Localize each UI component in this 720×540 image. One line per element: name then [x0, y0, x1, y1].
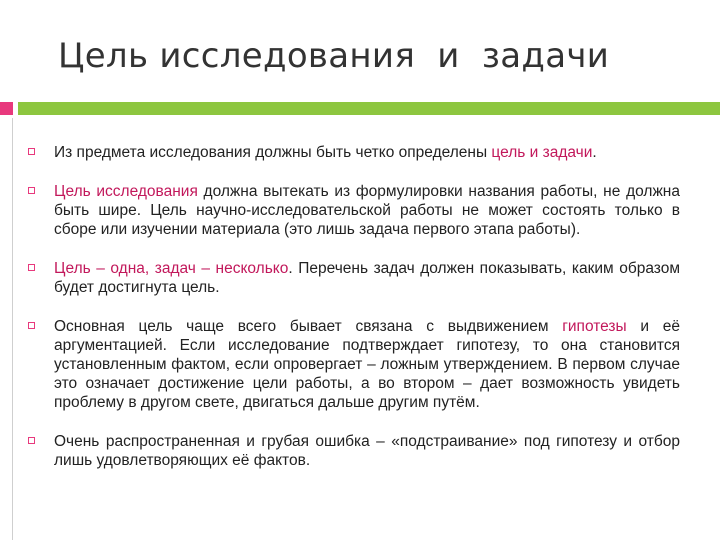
item-text [54, 432, 680, 470]
square-bullet-icon [28, 322, 35, 329]
highlight-term: гипотезы [562, 318, 627, 335]
list-item [28, 432, 680, 470]
highlight-term: Цель – одна, задач – несколько [54, 260, 289, 277]
text-run: Основная цель чаще всего бывает связана с выдвижением [54, 318, 563, 335]
list-item [28, 259, 680, 297]
item-text [54, 143, 680, 162]
list-item [28, 317, 680, 412]
list-item [28, 143, 680, 162]
text-run: должна вытекать из формулировки названия работы, не должна быть шире. Цель научно-исследовательской работы не может состоять только в сборе или изучении материала (это лишь задача первого этапа работы). [54, 183, 680, 238]
bullet-list [28, 143, 680, 490]
square-bullet-icon [28, 264, 35, 271]
text-run: . Перечень задач должен показывать, каким образом будет достигнута цель. [54, 260, 680, 296]
highlight-term: цель и задачи [491, 144, 593, 161]
item-text [54, 182, 680, 239]
square-bullet-icon [28, 148, 35, 155]
square-bullet-icon [28, 437, 35, 444]
text-run: Очень распространенная и грубая ошибка – «подстраивание» под гипотезу и отбор лишь удовлетворяющих её фактов. [54, 433, 680, 469]
text-run: Из предмета исследования должны быть четко определены [54, 144, 492, 161]
item-text [54, 259, 680, 297]
accent-bar-green [18, 102, 720, 115]
slide-title: Цель исследования и задачи [58, 36, 610, 76]
text-run: . [592, 144, 597, 161]
left-vertical-rule [12, 118, 13, 540]
list-item [28, 182, 680, 239]
text-run: и её аргументацией. Если исследование подтверждает гипотезу, то она становится установленным фактом, если опровергает – ложным утверждением. В первом случае это означает достижение цели работы, а во втором – дает возможность увидеть проблему в другом свете, двигаться дальше другим путём. [54, 318, 680, 411]
accent-bar-pink [0, 102, 13, 115]
square-bullet-icon [28, 187, 35, 194]
highlight-term: Цель исследования [54, 183, 198, 200]
item-text [54, 317, 680, 412]
